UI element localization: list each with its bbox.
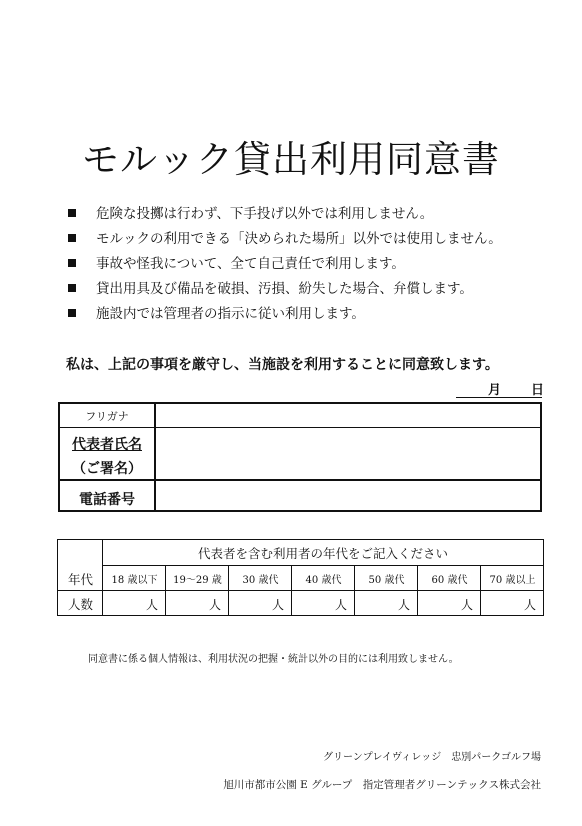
rule-item bbox=[68, 227, 502, 252]
age-row-label: 年代 bbox=[67, 572, 93, 587]
age-table-title: 代表者を含む利用者の年代をご記入ください bbox=[197, 546, 448, 561]
square-bullet-icon bbox=[68, 234, 76, 242]
count-field-70-over[interactable]: 人 bbox=[524, 598, 537, 612]
rule-item bbox=[68, 202, 502, 227]
representative-name-field[interactable] bbox=[156, 428, 540, 479]
count-field-30s[interactable]: 人 bbox=[272, 598, 285, 612]
count-field-19-29[interactable]: 人 bbox=[209, 598, 222, 612]
rule-text: 施設内では管理者の指示に従い利用します。 bbox=[96, 306, 365, 322]
rule-item bbox=[68, 252, 502, 277]
age-column-header: 60 歳代 bbox=[431, 575, 468, 586]
furigana-field[interactable] bbox=[156, 404, 540, 427]
square-bullet-icon bbox=[68, 309, 76, 317]
count-field-18-under[interactable]: 人 bbox=[146, 598, 159, 612]
rules-list bbox=[68, 202, 502, 327]
rule-item bbox=[68, 277, 502, 302]
signature-label: （ご署名） bbox=[72, 461, 142, 477]
phone-field[interactable] bbox=[156, 481, 540, 510]
count-field-60s[interactable]: 人 bbox=[461, 598, 474, 612]
signature-box bbox=[58, 402, 542, 512]
rule-item bbox=[68, 302, 502, 327]
square-bullet-icon bbox=[68, 284, 76, 292]
rule-text: 貸出用具及び備品を破損、汚損、紛失した場合、弁償します。 bbox=[96, 281, 473, 297]
age-column-header: 50 歳代 bbox=[368, 575, 405, 586]
day-label: 日 bbox=[531, 383, 545, 398]
date-field[interactable] bbox=[456, 379, 545, 398]
furigana-label: フリガナ bbox=[85, 410, 129, 423]
age-column-header: 70 歳以上 bbox=[489, 575, 536, 586]
rule-text: 危険な投擲は行わず、下手投げ以外では利用しません。 bbox=[96, 206, 434, 222]
age-table bbox=[57, 539, 544, 616]
rule-text: 事故や怪我について、全て自己責任で利用します。 bbox=[96, 256, 405, 272]
month-label: 月 bbox=[488, 383, 502, 398]
count-field-50s[interactable]: 人 bbox=[398, 598, 411, 612]
age-column-header: 19〜29 歳 bbox=[173, 575, 222, 586]
square-bullet-icon bbox=[68, 259, 76, 267]
agreement-statement: 私は、上記の事項を厳守し、当施設を利用することに同意致します。 bbox=[66, 357, 499, 373]
divider bbox=[58, 590, 543, 591]
privacy-note: 同意書に係る個人情報は、利用状況の把握・統計以外の目的には利用致しません。 bbox=[88, 654, 459, 665]
square-bullet-icon bbox=[68, 209, 76, 217]
representative-name-label: 代表者氏名 bbox=[72, 437, 142, 453]
document-title: モルック貸出利用同意書 bbox=[82, 137, 500, 181]
age-column-header: 30 歳代 bbox=[242, 575, 279, 586]
phone-label: 電話番号 bbox=[79, 492, 135, 508]
age-column-header: 40 歳代 bbox=[305, 575, 342, 586]
facility-name: グリーンプレイヴィレッジ 忠別パークゴルフ場 bbox=[323, 752, 541, 763]
rule-text: モルックの利用できる「決められた場所」以外では使用しません。 bbox=[96, 231, 502, 247]
count-field-40s[interactable]: 人 bbox=[335, 598, 348, 612]
age-column-header: 18 歳以下 bbox=[111, 575, 158, 586]
operator-name: 旭川市都市公園 E グループ 指定管理者グリーンテックス株式会社 bbox=[223, 779, 541, 791]
divider bbox=[102, 565, 543, 566]
count-row-label: 人数 bbox=[67, 597, 93, 612]
